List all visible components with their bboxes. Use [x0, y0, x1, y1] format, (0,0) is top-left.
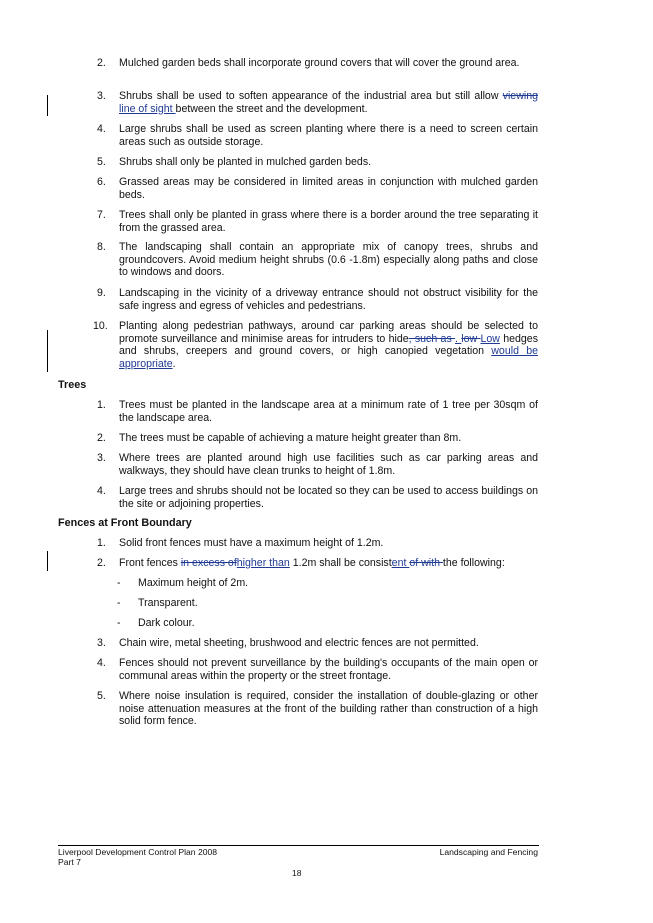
- dash-bullet: -: [117, 617, 121, 629]
- footer-left: [58, 847, 217, 867]
- sub-list-item: [117, 617, 195, 630]
- list-text: Shrubs shall only be planted in mulched garden beds.: [119, 156, 372, 168]
- list-text: Chain wire, metal sheeting, brushwood and electric fences are not permitted.: [119, 637, 479, 649]
- list-item: [97, 90, 538, 115]
- sub-list-item: [117, 577, 248, 590]
- deleted-text: low: [461, 332, 481, 345]
- list-number: 10.: [93, 320, 108, 332]
- list-text: Large shrubs shall be used as screen planting where there is a need to screen certain areas such as outside storage.: [119, 123, 538, 148]
- list-text: Mulched garden beds shall incorporate ground covers that will cover the ground area.: [119, 57, 520, 69]
- list-item: [97, 657, 538, 682]
- inserted-text: higher than: [236, 557, 290, 569]
- list-item: [97, 637, 538, 650]
- list-number: 2.: [97, 432, 106, 444]
- list-number: 3.: [97, 90, 106, 102]
- list-number: 3.: [97, 452, 106, 464]
- list-text: Trees must be planted in the landscape area at a minimum rate of 1 tree per 30sqm of the landscape area.: [119, 399, 538, 424]
- change-bar: [47, 330, 48, 372]
- text-run: 1.2m shall be consist: [289, 557, 392, 569]
- footer-rule: [58, 845, 539, 846]
- list-number: 4.: [97, 485, 106, 497]
- list-text: Grassed areas may be considered in limited areas in conjunction with mulched garden beds.: [119, 176, 538, 201]
- deleted-text: viewing: [502, 90, 538, 102]
- text-run: the following:: [442, 557, 505, 569]
- list-number: 5.: [97, 156, 106, 168]
- dash-bullet: -: [117, 577, 121, 589]
- sub-list-text: Maximum height of 2m.: [138, 577, 249, 589]
- list-item: [93, 320, 538, 370]
- section-heading-fences: Fences at Front Boundary: [58, 517, 192, 529]
- text-run: .: [172, 357, 176, 370]
- deleted-text: of: [409, 557, 422, 569]
- list-text: Large trees and shrubs should not be located so they can be used to access buildings on the site or adjoining properties.: [119, 485, 538, 510]
- list-text: Trees shall only be planted in grass where there is a border around the tree separating it from the grassed area.: [119, 209, 538, 234]
- list-number: 7.: [97, 209, 106, 221]
- sub-list-text: Transparent.: [138, 597, 198, 609]
- list-text: The trees must be capable of achieving a mature height greater than 8m.: [119, 432, 462, 444]
- list-text: [119, 320, 538, 370]
- list-item: [97, 690, 538, 728]
- list-item: [97, 57, 538, 70]
- list-item: [97, 209, 538, 234]
- list-item: [97, 537, 538, 550]
- list-number: 1.: [97, 537, 106, 549]
- footer-document-title: Liverpool Development Control Plan 2008: [58, 847, 218, 857]
- list-item: [97, 123, 538, 148]
- list-text: Landscaping in the vicinity of a driveway entrance should not obstruct visibility for the safe ingress and egress of vehicles and pedestrians.: [119, 287, 538, 312]
- list-text: The landscaping shall contain an appropriate mix of canopy trees, shrubs and groundcovers. Avoid medium height shrubs (0.6 -1.8m) especially along paths and close to windows and doors.: [119, 241, 538, 279]
- list-text: Solid front fences must have a maximum height of 1.2m.: [119, 537, 384, 549]
- sub-list-item: [117, 597, 198, 610]
- list-item: [97, 399, 538, 424]
- list-item: [97, 287, 538, 312]
- footer-part: Part 7: [58, 857, 81, 867]
- list-item: [97, 452, 538, 477]
- list-text: [119, 557, 538, 570]
- list-number: 8.: [97, 241, 106, 253]
- inserted-text: line of sight: [119, 102, 176, 115]
- list-text: Fences should not prevent surveillance by the building's occupants of the main open or communal areas within the property or the street frontage.: [119, 657, 538, 682]
- list-text: [119, 90, 538, 115]
- list-number: 5.: [97, 690, 106, 702]
- deleted-text: with: [421, 557, 443, 569]
- deleted-text: , such as: [408, 332, 456, 345]
- change-bar: [47, 95, 48, 116]
- list-item: [97, 557, 538, 570]
- text-run: Front fences: [119, 557, 181, 569]
- list-number: 2.: [97, 557, 106, 569]
- list-item: [97, 241, 538, 279]
- list-number: 2.: [97, 57, 106, 69]
- text-run: hedges and shrubs, creepers and ground covers, or high canopied vegetation: [119, 332, 538, 358]
- text-run: Shrubs shall be used to soften appearance of the industrial area but still allow: [119, 90, 503, 102]
- text-run: between the street and the development.: [175, 102, 368, 115]
- list-item: [97, 485, 538, 510]
- inserted-text: Low: [480, 332, 500, 345]
- change-bar: [47, 551, 48, 571]
- list-number: 4.: [97, 123, 106, 135]
- list-number: 1.: [97, 399, 106, 411]
- list-number: 9.: [97, 287, 106, 299]
- list-item: [97, 432, 538, 445]
- page-number: 18: [292, 868, 302, 878]
- sub-list-text: Dark colour.: [138, 617, 195, 629]
- inserted-text: ent: [391, 557, 410, 569]
- list-number: 4.: [97, 657, 106, 669]
- deleted-text: in excess of: [180, 557, 237, 569]
- list-item: [97, 176, 538, 201]
- footer-section-title: Landscaping and Fencing: [439, 847, 538, 857]
- list-text: Where trees are planted around high use facilities such as car parking areas and walkways, they should have clean trunks to height of 1.8m.: [119, 452, 538, 477]
- list-text: Where noise insulation is required, consider the installation of double-glazing or other noise attenuation measures at the front of the building rather than construction of a high solid form fence.: [119, 690, 538, 728]
- inserted-text: .: [455, 332, 462, 345]
- list-number: 3.: [97, 637, 106, 649]
- dash-bullet: -: [117, 597, 121, 609]
- text-run: Planting along pedestrian pathways, around car parking areas should be selected to promote surveillance and minimise areas for intruders to hide: [119, 320, 538, 345]
- inserted-text: would be appropriate: [119, 345, 538, 370]
- section-heading-trees: Trees: [58, 379, 87, 391]
- list-number: 6.: [97, 176, 106, 188]
- list-item: [97, 156, 538, 169]
